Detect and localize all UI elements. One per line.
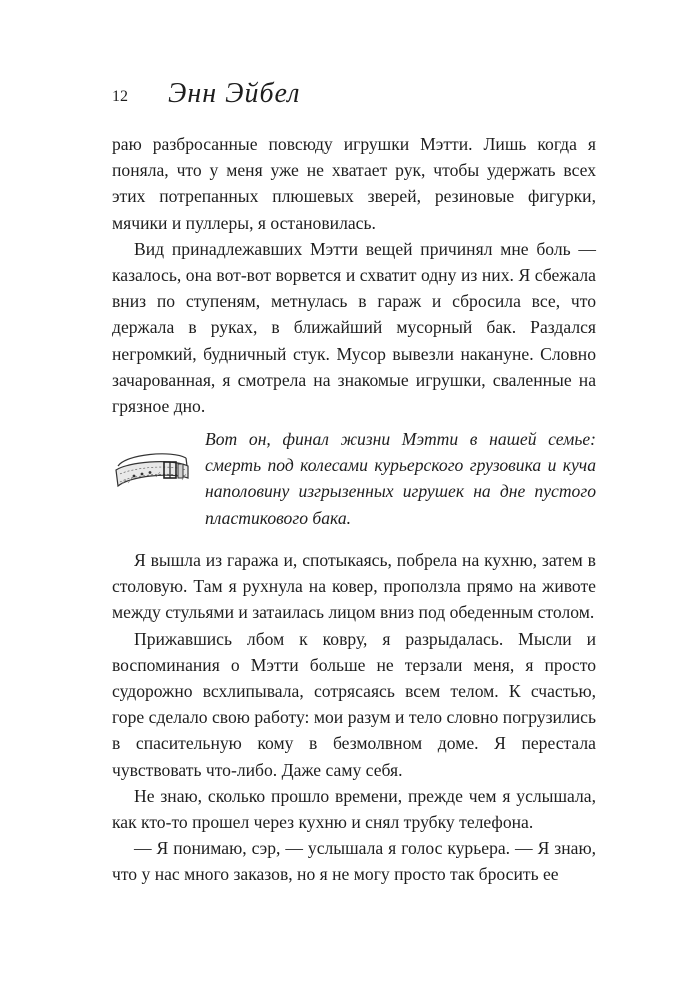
- inset-text: Вот он, финал жизни Мэтти в нашей семье: смерть под колесами курьерского грузовика и куча наполовину изгрызенных игрушек на дне пустого пластикового бака.: [205, 429, 596, 528]
- page-number: 12: [112, 88, 128, 105]
- paragraph: Не знаю, сколько прошло времени, прежде чем я услышала, как кто-то прошел через кухню и снял трубку телефона.: [112, 785, 596, 833]
- running-header: [112, 78, 569, 112]
- dog-collar-icon: [112, 444, 192, 504]
- text-block-top: [112, 131, 596, 419]
- paragraph: Вид принадлежавших Мэтти вещей причинял мне боль — казалось, она вот-вот ворвется и схватит одну из них. Я сбежала вниз по ступеням, метнулась в гараж и сбросила все, что держала в руках, в ближайший мусорный бак. Раздался негромкий, будничный стук. Мусор вывезли накануне. Словно зачарованная, я смотрела на знакомые игрушки, сваленные на грязное дно.: [112, 238, 596, 417]
- inset-quote: [112, 426, 596, 526]
- paragraph: Прижавшись лбом к ковру, я разрыдалась. Мысли и воспоминания о Мэтти больше не терзали меня, я просто судорожно всхлипывала, сотрясаясь всем телом. К счастью, горе сделало свою работу: мои разум и тело словно погрузились в спасительную кому в безмолвном доме. Я перестала чувствовать что-либо. Даже саму себя.: [112, 628, 596, 780]
- running-author: Энн Эйбел: [168, 78, 301, 109]
- text-block-bottom: [112, 547, 596, 888]
- paragraph: — Я понимаю, сэр, — услышала я голос курьера. — Я знаю, что у нас много заказов, но я не могу просто так бросить ее: [112, 838, 596, 885]
- paragraph: раю разбросанные повсюду игрушки Мэтти. Лишь когда я поняла, что у меня уже не хватает рук, чтобы удержать всех этих потрепанных плюшевых зверей, резиновые фигурки, мячики и пуллеры, я остановилась.: [112, 134, 596, 233]
- paragraph: Я вышла из гаража и, спотыкаясь, побрела на кухню, затем в столовую. Там я рухнула на ковер, проползла прямо на животе между стульями и затаилась лицом вниз под обеденным столом.: [112, 550, 596, 623]
